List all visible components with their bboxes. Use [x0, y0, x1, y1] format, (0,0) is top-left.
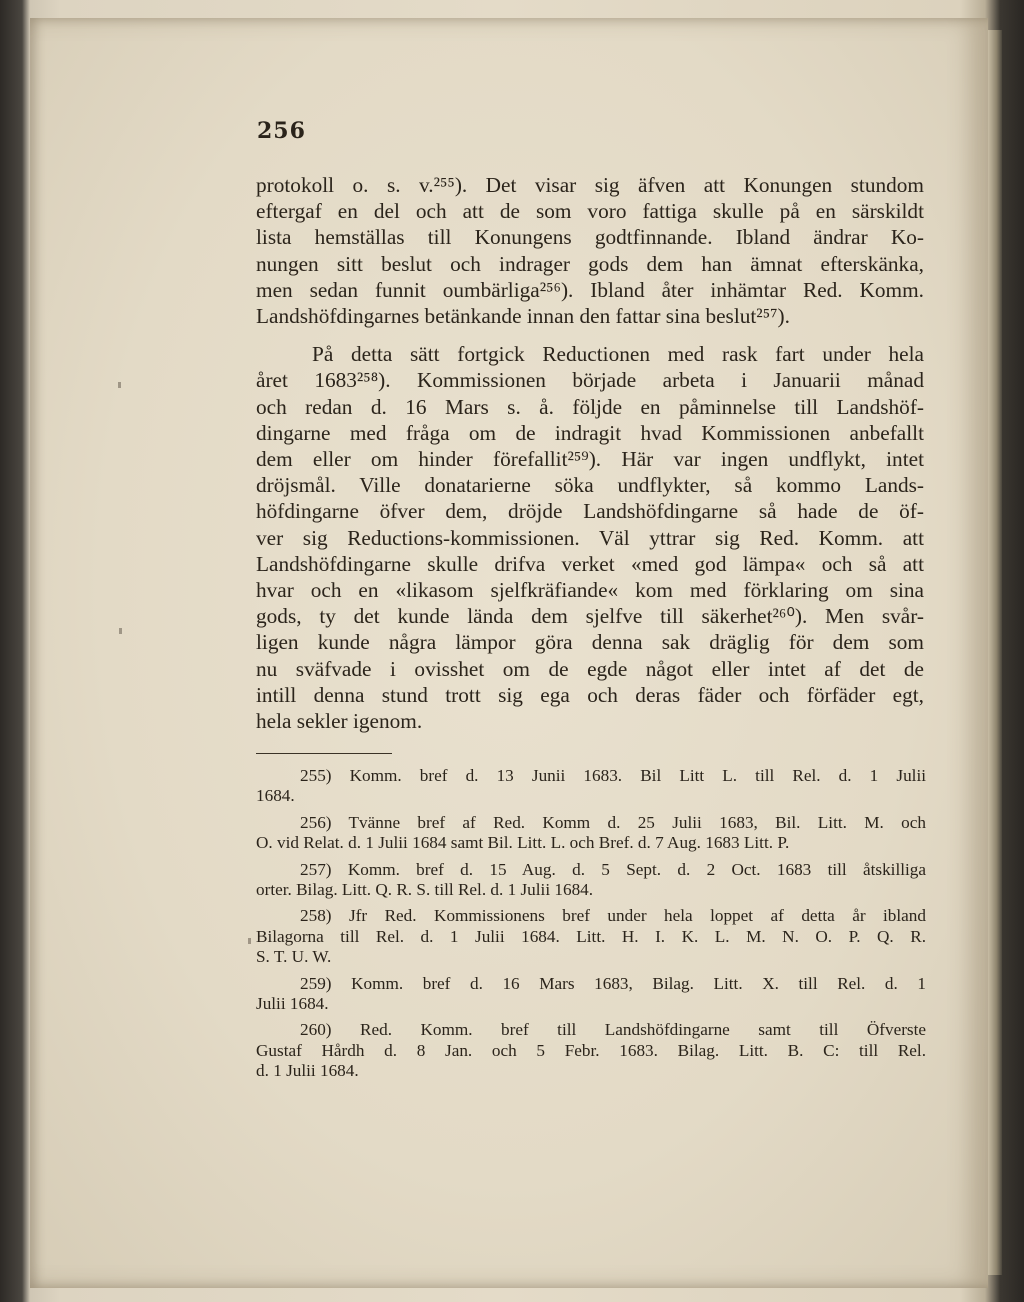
footnote-257 [256, 860, 926, 901]
text-line: eftergaf en del och att de som voro fattiga skulle på en särskildt [256, 199, 924, 224]
text-line: Landshöfdingarnes betänkande innan den fattar sina beslut²⁵⁷). [256, 304, 790, 329]
text-line: höfdingarne öfver dem, dröjde Landshöfdingarne så hade de öf- [256, 499, 924, 524]
text-line: dröjsmål. Ville donatarierne söka undflykter, så kommo Lands- [256, 473, 924, 498]
footnote-text: Komm. bref d. 16 Mars 1683, Bilag. Litt. X. till Rel. d. 1 [351, 973, 927, 993]
text-line: dingarne med fråga om de indragit hvad Kommissionen anbefallt [256, 420, 924, 445]
footnote-text: Tvänne bref af Red. Komm d. 25 Julii 1683, Bil. Litt. M. och [348, 812, 926, 832]
footnote-number: 259) [300, 973, 332, 993]
footnote-text: Red. Komm. bref till Landshöfdingarne samt till Öfverste [360, 1020, 927, 1040]
footnote-number: 257) [300, 859, 332, 879]
text-line: ver sig Reductions-kommissionen. Väl yttrar sig Red. Komm. att [256, 525, 924, 550]
footnote-line: 1684. [256, 786, 295, 806]
footnote-text: Komm. bref d. 15 Aug. d. 5 Sept. d. 2 Oct. 1683 till åtskilliga [347, 859, 926, 879]
footnote-256 [256, 813, 926, 854]
footnote-line: Gustaf Hårdh d. 8 Jan. och 5 Febr. 1683. Bilag. Litt. B. C: till Rel. [256, 1040, 926, 1060]
page-number: 256 [257, 118, 306, 144]
text-line: hela sekler igenom. [256, 709, 423, 734]
text-line: intill denna stund trott sig ega och deras fäder och förfäder egt, [256, 682, 924, 707]
footnote-divider [256, 753, 392, 754]
footnote-258 [256, 906, 926, 967]
footnote-line: d. 1 Julii 1684. [256, 1061, 359, 1081]
footnotes [256, 766, 926, 1088]
paper-speck [118, 382, 121, 388]
footnote-255 [256, 766, 926, 807]
footnote-line: Bilagorna till Rel. d. 1 Julii 1684. Litt. H. I. K. L. M. N. O. P. Q. R. [256, 926, 926, 946]
footnote-line [256, 860, 926, 880]
footnote-line: S. T. U. W. [256, 947, 332, 967]
paper-speck [119, 628, 122, 634]
text-line: nungen sitt beslut och indrager gods dem han ämnat efterskänka, [256, 251, 924, 276]
text-line: nu sväfvade i ovisshet om de egde något eller intet af det de [256, 656, 924, 681]
footnote-line: orter. Bilag. Litt. Q. R. S. till Rel. d. 1 Julii 1684. [256, 880, 594, 900]
page-edge [988, 30, 1002, 1275]
footnote-259 [256, 974, 926, 1015]
footnote-number: 258) [300, 906, 332, 926]
footnote-number: 260) [300, 1020, 332, 1040]
footnote-text: Jfr Red. Kommissionens bref under hela loppet af detta år ibland [348, 906, 926, 926]
main-text [256, 172, 924, 734]
text-line: Landshöfdingarne skulle drifva verket «med god lämpa« och så att [256, 551, 924, 576]
paper-speck [248, 938, 251, 944]
text-line: lista hemställas till Konungens godtfinnande. Ibland ändrar Ko- [256, 225, 924, 250]
text-line: hvar och en «likasom sjelfkräfiande« kom med förklaring om sina [256, 578, 924, 603]
footnote-260 [256, 1020, 926, 1081]
footnote-line [256, 813, 926, 833]
footnote-number: 256) [300, 812, 332, 832]
text-line: och redan d. 16 Mars s. å. följde en påminnelse till Landshöf- [256, 394, 924, 419]
footnote-line [256, 1020, 926, 1040]
footnote-text: Komm. bref d. 13 Junii 1683. Bil Litt L. till Rel. d. 1 Julii [349, 766, 927, 785]
footnote-line [256, 766, 926, 786]
footnote-line: O. vid Relat. d. 1 Julii 1684 samt Bil. Litt. L. och Bref. d. 7 Aug. 1683 Litt. P. [256, 833, 790, 853]
paragraph-gap [256, 329, 924, 341]
text-line: ligen kunde några lämpor göra denna sak dräglig för dem som [256, 630, 924, 655]
text-line: året 1683²⁵⁸). Kommissionen började arbeta i Januarii månad [256, 368, 924, 393]
footnote-line [256, 906, 926, 926]
text-line: På detta sätt fortgick Reductionen med rask fart under hela [312, 342, 924, 367]
footnote-line [256, 974, 926, 994]
text-line: dem eller om hinder förefallit²⁵⁹). Här var ingen undflykt, intet [256, 447, 924, 472]
text-line: gods, ty det kunde lända dem sjelfve till säkerhet²⁶⁰). Men svår- [256, 604, 924, 629]
text-line: men sedan funnit oumbärliga²⁵⁶). Ibland åter inhämtar Red. Komm. [256, 277, 924, 302]
text-line: protokoll o. s. v.²⁵⁵). Det visar sig äfven att Konungen stundom [256, 173, 924, 197]
footnote-line: Julii 1684. [256, 994, 329, 1014]
footnote-number: 255) [300, 766, 332, 785]
